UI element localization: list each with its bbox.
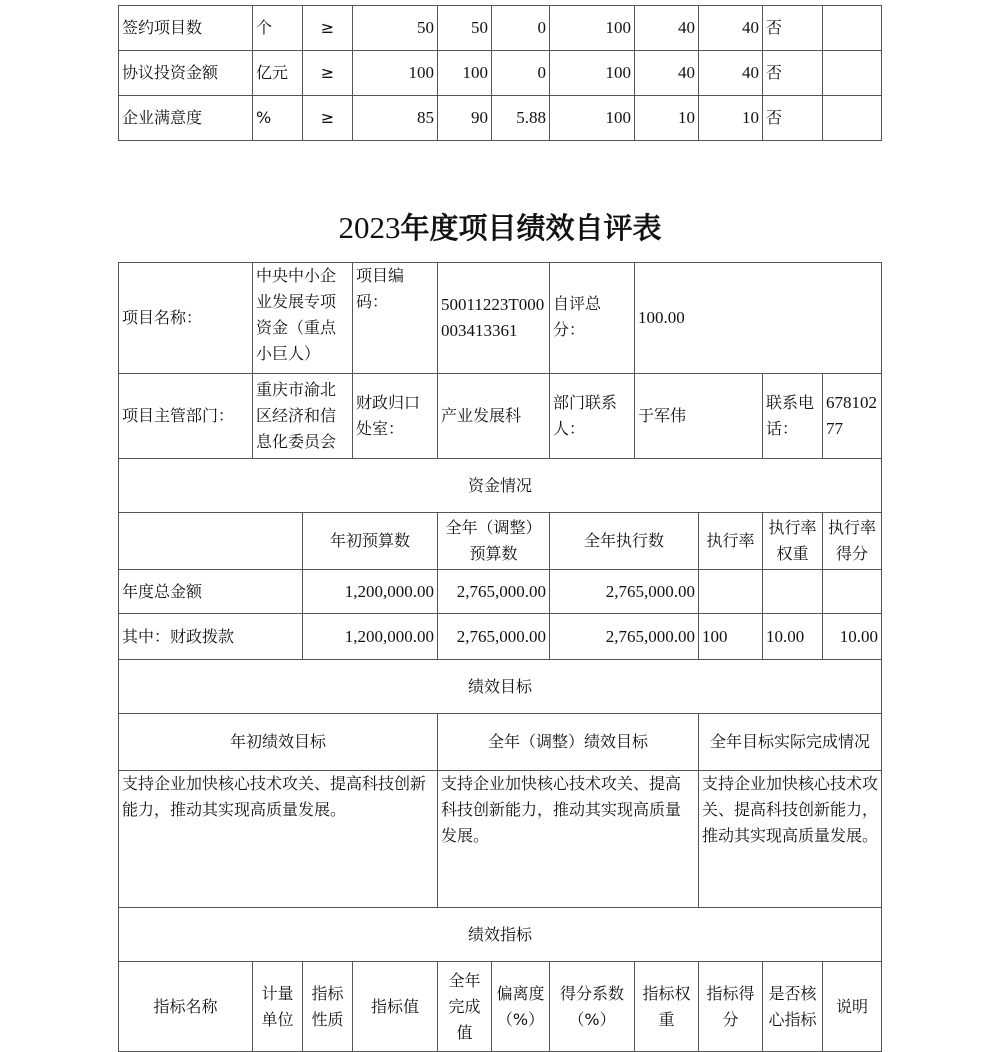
goals-header-actual: 全年目标实际完成情况: [699, 714, 882, 771]
self-score-label: 自评总分：: [550, 263, 635, 374]
funds-row-label: 年度总金额: [119, 570, 303, 614]
title-year: 2023: [338, 210, 401, 245]
indicator-deviation-cell: 0: [492, 6, 550, 51]
title-text: 年度项目绩效自评表: [400, 211, 662, 245]
indicator-continuation-table: [118, 5, 882, 141]
funds-cell-score: [823, 570, 882, 614]
goals-adjusted-value: 支持企业加快核心技术攻关、提高科技创新能力，推动其实现高质量发展。: [438, 771, 699, 908]
table-row: [119, 6, 882, 51]
indicator-header-weight: 指标权重: [635, 962, 699, 1052]
indicator-target-cell: 50: [353, 6, 438, 51]
indicators-section-header: 绩效指标: [119, 908, 882, 962]
funds-header-initial: 年初预算数: [303, 513, 438, 570]
goals-header-adjusted: 全年（调整）绩效目标: [438, 714, 699, 771]
project-name-value: 中央中小企业发展专项资金（重点小巨人）: [253, 263, 353, 374]
indicator-unit-cell: 亿元: [253, 51, 303, 96]
funds-cell-executed: 2,765,000.00: [550, 570, 699, 614]
indicator-header-target: 指标值: [353, 962, 438, 1052]
indicator-core-cell: 否: [763, 51, 823, 96]
phone-label: 联系电话：: [763, 374, 823, 459]
funds-section-header: 资金情况: [119, 459, 882, 513]
indicator-header-unit: 计量单位: [253, 962, 303, 1052]
phone-value: 67810277: [823, 374, 882, 459]
indicator-deviation-cell: 5.88: [492, 96, 550, 141]
indicator-weight-cell: 40: [635, 6, 699, 51]
funds-cell-adjusted: 2,765,000.00: [438, 570, 550, 614]
self-score-value: 100.00: [635, 263, 882, 374]
indicator-core-cell: 否: [763, 6, 823, 51]
dept-label: 项目主管部门：: [119, 374, 253, 459]
indicator-header-score: 指标得分: [699, 962, 763, 1052]
indicator-weight-cell: 10: [635, 96, 699, 141]
funds-row-label: 其中：财政拨款: [119, 614, 303, 660]
funds-cell-adjusted: 2,765,000.00: [438, 614, 550, 660]
indicator-op-cell: ≥: [303, 51, 353, 96]
project-code-label: 项目编码：: [353, 263, 438, 374]
project-name-label: 项目名称：: [119, 263, 253, 374]
funds-header-weight: 执行率权重: [763, 513, 823, 570]
funds-cell-weight: [763, 570, 823, 614]
indicator-score-cell: 40: [699, 51, 763, 96]
funds-cell-rate: 100: [699, 614, 763, 660]
indicator-op-cell: ≥: [303, 6, 353, 51]
indicator-weight-cell: 40: [635, 51, 699, 96]
indicator-score-cell: 10: [699, 96, 763, 141]
indicator-coef-cell: 100: [550, 96, 635, 141]
funds-cell-weight: 10.00: [763, 614, 823, 660]
contact-value: 于军伟: [635, 374, 763, 459]
funds-header-executed: 全年执行数: [550, 513, 699, 570]
indicator-complete-cell: 90: [438, 96, 492, 141]
indicator-header-complete: 全年完成值: [438, 962, 492, 1052]
indicator-complete-cell: 50: [438, 6, 492, 51]
indicator-op-cell: ≥: [303, 96, 353, 141]
self-evaluation-table: [118, 262, 882, 1052]
goals-section-header: 绩效目标: [119, 660, 882, 714]
indicator-coef-cell: 100: [550, 51, 635, 96]
indicator-header-note: 说明: [823, 962, 882, 1052]
indicator-deviation-cell: 0: [492, 51, 550, 96]
contact-label: 部门联系人：: [550, 374, 635, 459]
funds-cell-score: 10.00: [823, 614, 882, 660]
funds-header-rate: 执行率: [699, 513, 763, 570]
funds-header-score: 执行率得分: [823, 513, 882, 570]
indicator-unit-cell: %: [253, 96, 303, 141]
indicator-header-name: 指标名称: [119, 962, 253, 1052]
goals-actual-value: 支持企业加快核心技术攻关、提高科技创新能力，推动其实现高质量发展。: [699, 771, 882, 908]
indicator-coef-cell: 100: [550, 6, 635, 51]
dept-value: 重庆市渝北区经济和信息化委员会: [253, 374, 353, 459]
funds-cell-rate: [699, 570, 763, 614]
goals-header-initial: 年初绩效目标: [119, 714, 438, 771]
indicator-core-cell: 否: [763, 96, 823, 141]
page-title: [0, 206, 1000, 250]
office-label: 财政归口处室：: [353, 374, 438, 459]
office-value: 产业发展科: [438, 374, 550, 459]
indicator-note-cell: [823, 96, 882, 141]
indicator-name-cell: 签约项目数: [119, 6, 253, 51]
indicator-score-cell: 40: [699, 6, 763, 51]
indicator-target-cell: 100: [353, 51, 438, 96]
indicator-target-cell: 85: [353, 96, 438, 141]
indicator-note-cell: [823, 6, 882, 51]
goals-initial-value: 支持企业加快核心技术攻关、提高科技创新能力，推动其实现高质量发展。: [119, 771, 438, 908]
table-row: [119, 96, 882, 141]
indicator-header-coef: 得分系数（%）: [550, 962, 635, 1052]
funds-cell-initial: 1,200,000.00: [303, 570, 438, 614]
indicator-complete-cell: 100: [438, 51, 492, 96]
indicator-name-cell: 企业满意度: [119, 96, 253, 141]
indicator-note-cell: [823, 51, 882, 96]
project-code-value: 50011223T000003413361: [438, 263, 550, 374]
indicator-unit-cell: 个: [253, 6, 303, 51]
indicator-header-deviation: 偏离度（%）: [492, 962, 550, 1052]
funds-cell-executed: 2,765,000.00: [550, 614, 699, 660]
table-row: [119, 51, 882, 96]
funds-cell-initial: 1,200,000.00: [303, 614, 438, 660]
funds-header-adjusted: 全年（调整）预算数: [438, 513, 550, 570]
indicator-header-nature: 指标性质: [303, 962, 353, 1052]
indicator-header-core: 是否核心指标: [763, 962, 823, 1052]
funds-corner-cell: [119, 513, 303, 570]
indicator-name-cell: 协议投资金额: [119, 51, 253, 96]
